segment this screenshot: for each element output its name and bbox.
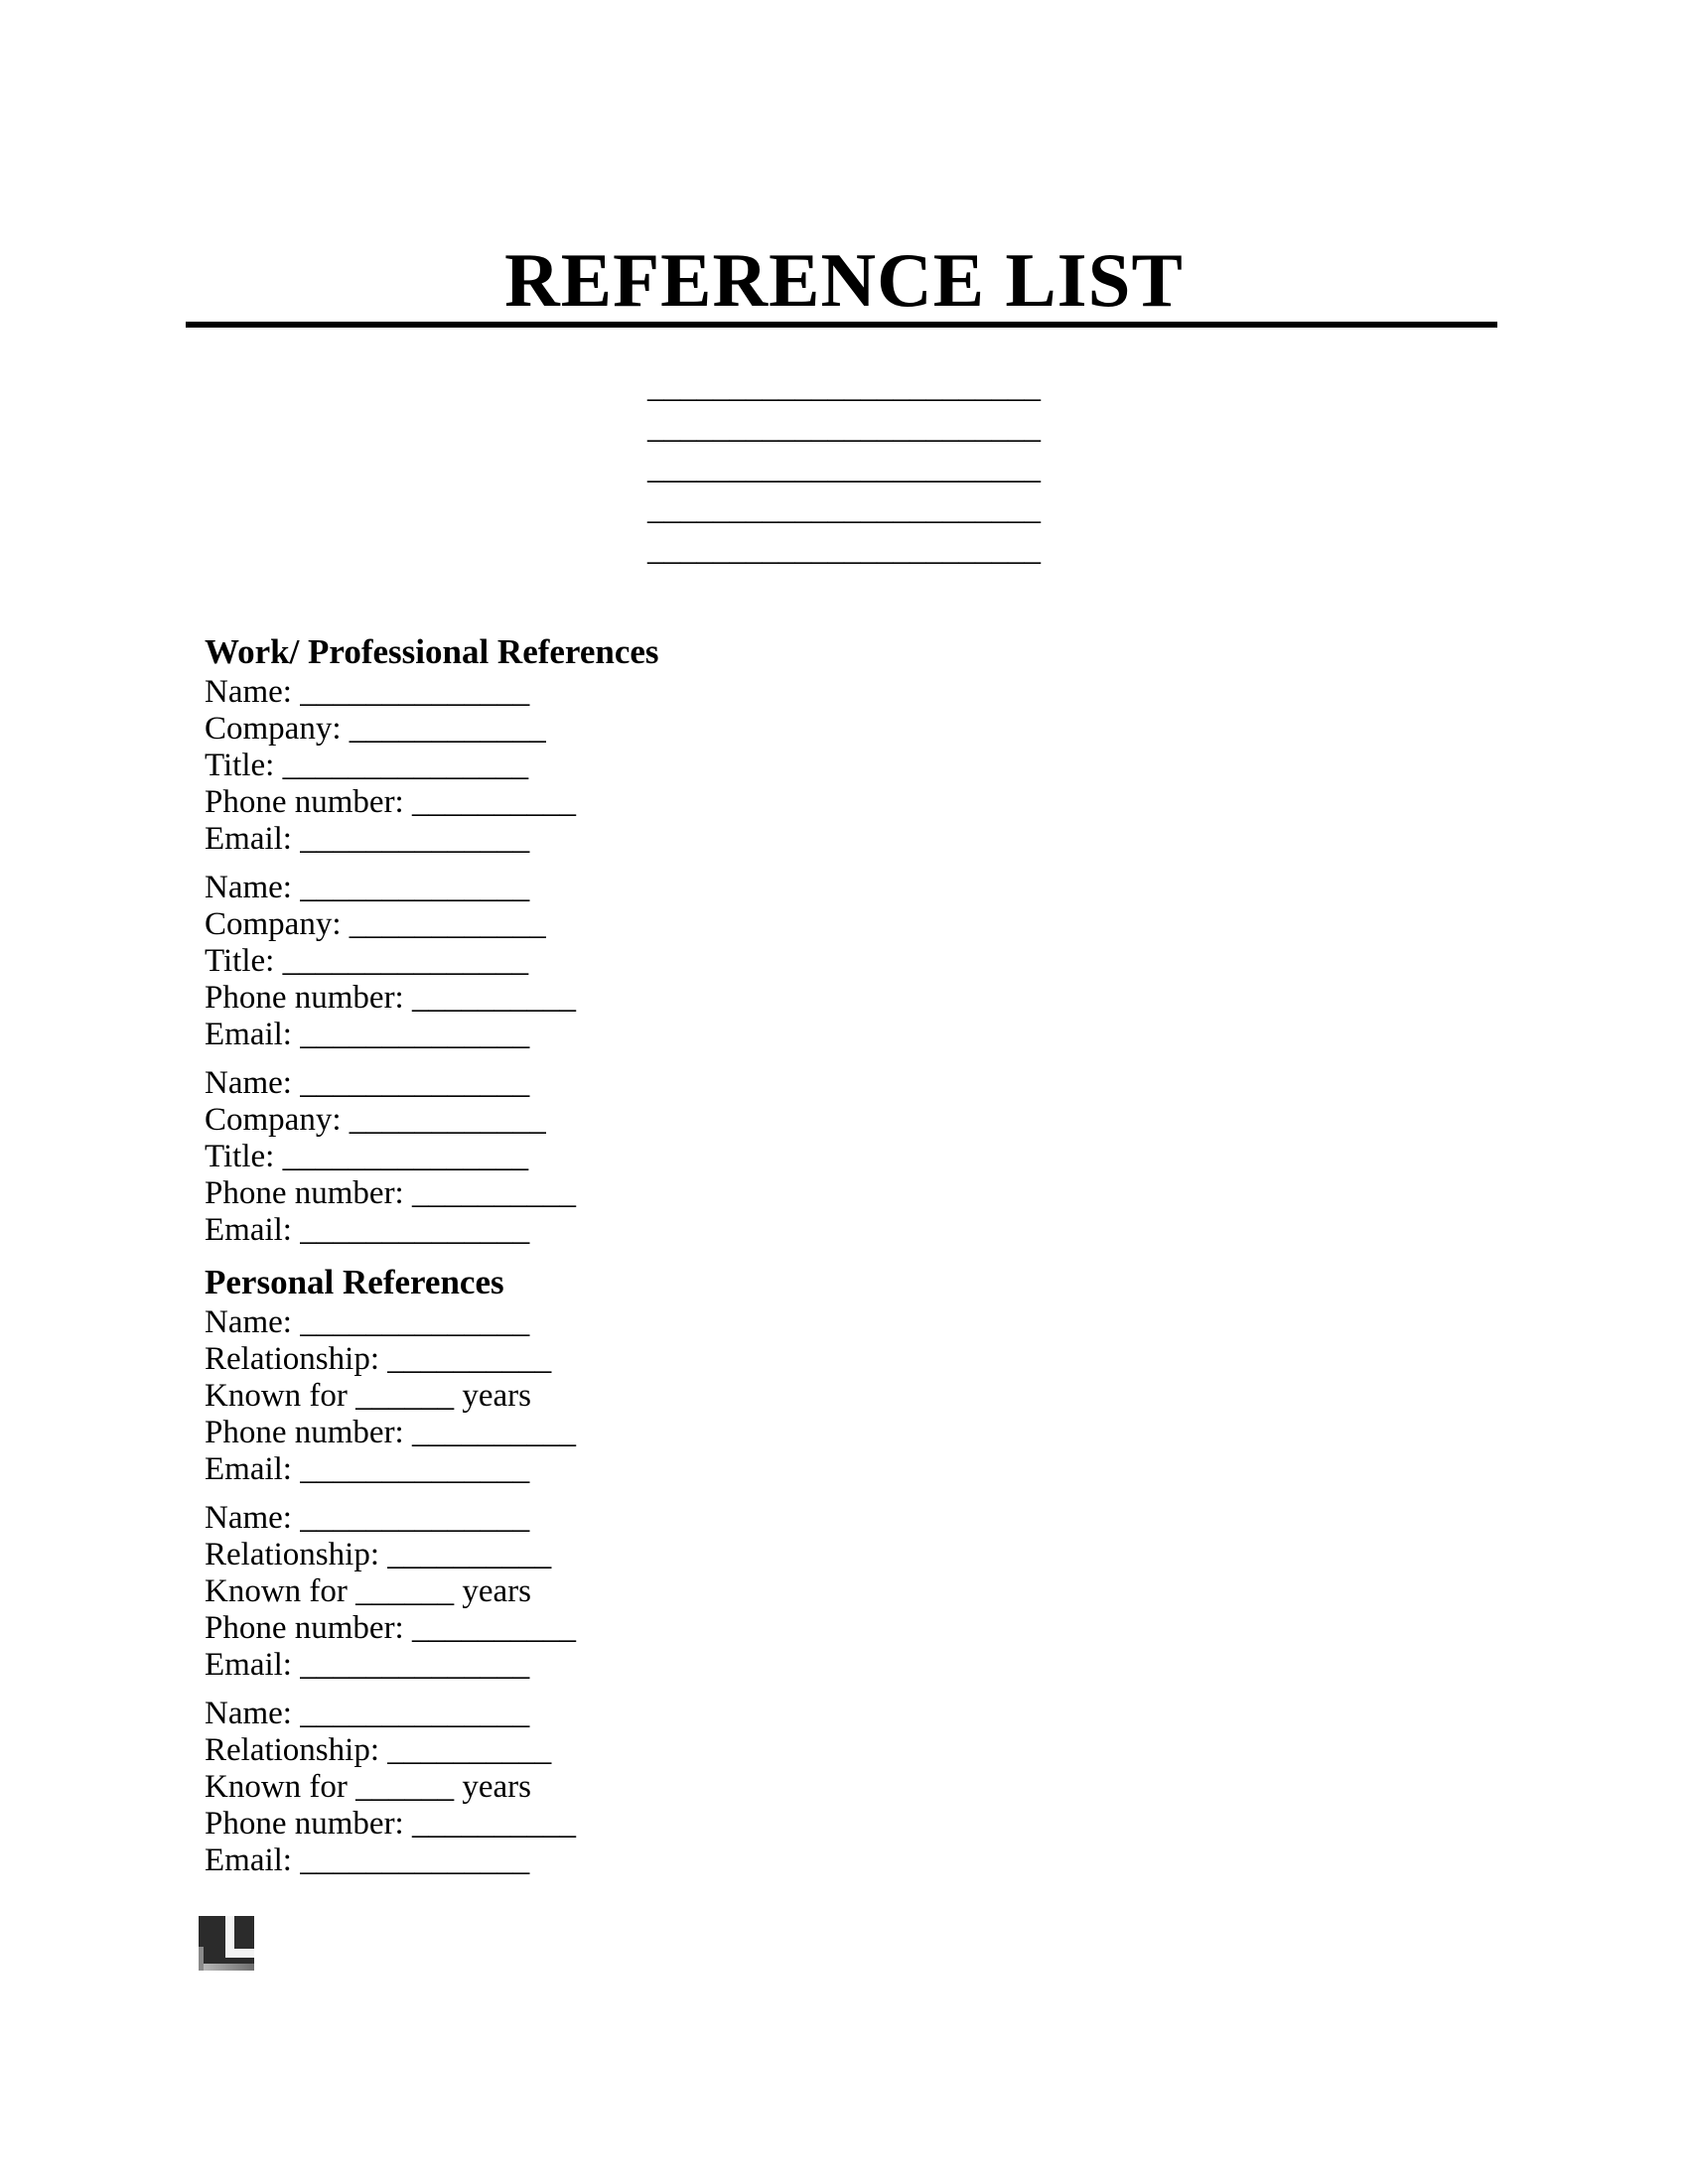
form-row: Email: ______________ — [205, 821, 530, 857]
form-row: Phone number: __________ — [205, 1415, 576, 1450]
form-row: Name: ______________ — [205, 1065, 530, 1101]
blank-fill-line: ________________________ — [647, 410, 1041, 446]
form-row: Name: ______________ — [205, 1304, 530, 1340]
blank-fill-line: ________________________ — [647, 532, 1041, 568]
form-row: Known for ______ years — [205, 1573, 532, 1609]
form-row: Relationship: __________ — [205, 1537, 552, 1572]
form-row: Title: _______________ — [205, 748, 529, 783]
form-row: Company: ____________ — [205, 906, 546, 942]
blank-fill-line: ________________________ — [647, 451, 1041, 486]
form-row: Name: ______________ — [205, 674, 530, 710]
form-row: Name: ______________ — [205, 870, 530, 905]
form-row: Name: ______________ — [205, 1500, 530, 1536]
reference-sections — [205, 630, 900, 1879]
reference-entry-block — [205, 870, 900, 1053]
blank-fill-line: ________________________ — [647, 369, 1041, 405]
reference-entry-block — [205, 674, 900, 858]
form-row: Phone number: __________ — [205, 1610, 576, 1646]
logo-l-horizontal-bar — [225, 1949, 254, 1958]
form-row: Known for ______ years — [205, 1378, 532, 1414]
document-title: REFERENCE LIST — [504, 237, 1184, 323]
form-row: Email: ______________ — [205, 1017, 530, 1052]
form-row: Company: ____________ — [205, 1102, 546, 1138]
legal-templates-logo — [199, 1916, 254, 1971]
blank-fill-line: ________________________ — [647, 491, 1041, 527]
form-row: Phone number: __________ — [205, 1806, 576, 1842]
form-row: Email: ______________ — [205, 1212, 530, 1248]
form-row: Title: _______________ — [205, 1139, 529, 1174]
form-row: Email: ______________ — [205, 1647, 530, 1683]
form-row: Phone number: __________ — [205, 980, 576, 1016]
form-row: Title: _______________ — [205, 943, 529, 979]
form-row: Phone number: __________ — [205, 784, 576, 820]
reference-entry-block — [205, 1304, 900, 1488]
form-row: Email: ______________ — [205, 1843, 530, 1878]
reference-entry-block — [205, 1500, 900, 1684]
form-row: Company: ____________ — [205, 711, 546, 747]
fill-in-header-lines — [0, 367, 1688, 571]
form-row: Name: ______________ — [205, 1696, 530, 1731]
form-row: Relationship: __________ — [205, 1732, 552, 1768]
logo-bottom-shadow — [199, 1964, 254, 1971]
form-row: Relationship: __________ — [205, 1341, 552, 1377]
reference-entry-block — [205, 1065, 900, 1249]
form-row: Phone number: __________ — [205, 1175, 576, 1211]
form-row: Known for ______ years — [205, 1769, 532, 1805]
form-row: Email: ______________ — [205, 1451, 530, 1487]
reference-entry-block — [205, 1696, 900, 1879]
section-heading: Personal References — [205, 1263, 504, 1301]
section-heading: Work/ Professional References — [205, 632, 659, 671]
logo-left-shadow — [199, 1947, 204, 1971]
